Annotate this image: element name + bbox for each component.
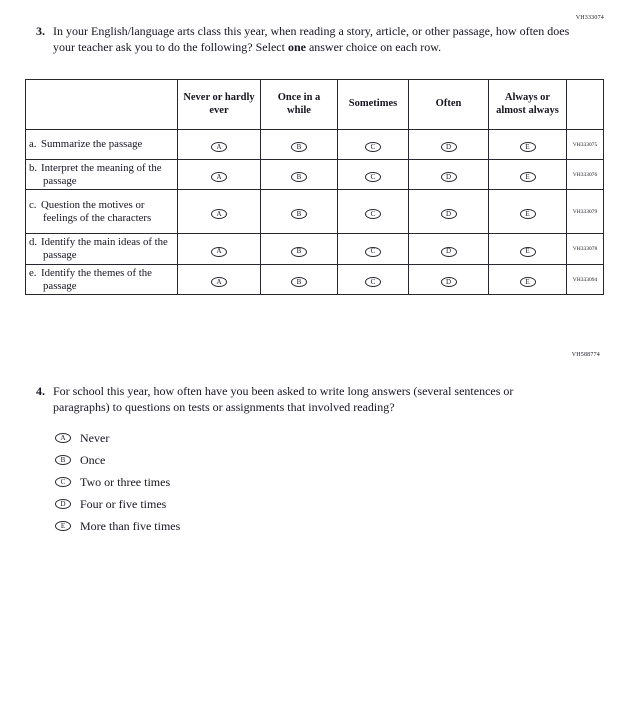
list-item: [55, 498, 180, 510]
answer-bubble[interactable]: C: [365, 172, 381, 182]
list-item: [55, 432, 180, 444]
answer-bubble[interactable]: B: [291, 142, 307, 152]
list-item: [55, 454, 180, 466]
row-code: VH333078: [567, 234, 604, 264]
q3-header-code-empty: [567, 80, 604, 130]
answer-bubble[interactable]: C: [365, 247, 381, 257]
q3-row-label: b. Interpret the meaning of the passage: [26, 160, 178, 190]
answer-bubble[interactable]: D: [441, 277, 457, 287]
question-3-text: [53, 24, 576, 56]
answer-bubble[interactable]: A: [211, 247, 227, 257]
question-4-text: For school this year, how often have you been asked to write long answers (several sentences or paragraphs) to questions on tests or assignments that involved reading?: [53, 384, 514, 414]
q3-row-label: d. Identify the main ideas of the passage: [26, 234, 178, 264]
answer-bubble[interactable]: C: [55, 477, 71, 487]
option-label: More than five times: [80, 518, 181, 533]
question-3: [36, 24, 576, 56]
answer-bubble[interactable]: D: [441, 172, 457, 182]
question-3-bold-word: one: [287, 39, 306, 54]
answer-bubble[interactable]: C: [365, 142, 381, 152]
answer-bubble[interactable]: C: [365, 277, 381, 287]
q3-column-header: Sometimes: [338, 80, 409, 130]
answer-bubble[interactable]: E: [520, 172, 536, 182]
q3-column-header: Always or almost always: [489, 80, 567, 130]
row-code: VH333079: [567, 190, 604, 234]
answer-bubble[interactable]: B: [291, 277, 307, 287]
question-4-number: 4.: [36, 384, 45, 398]
table-row: [26, 234, 604, 264]
answer-bubble[interactable]: A: [211, 172, 227, 182]
table-row: [26, 190, 604, 234]
form-code-top: VH333074: [575, 15, 604, 21]
table-row: [26, 130, 604, 160]
answer-bubble[interactable]: D: [441, 247, 457, 257]
answer-bubble[interactable]: A: [211, 277, 227, 287]
q3-column-header: Often: [409, 80, 489, 130]
answer-bubble[interactable]: E: [520, 247, 536, 257]
answer-bubble[interactable]: B: [291, 247, 307, 257]
answer-bubble[interactable]: E: [55, 521, 71, 531]
answer-bubble[interactable]: B: [55, 455, 71, 465]
row-code: VH333075: [567, 130, 604, 160]
q3-row-label: c. Question the motives or feelings of the characters: [26, 190, 178, 234]
list-item: [55, 476, 180, 488]
q3-answer-table: [25, 79, 604, 295]
answer-bubble[interactable]: B: [291, 172, 307, 182]
question-4-options: [55, 432, 180, 542]
answer-bubble[interactable]: E: [520, 277, 536, 287]
answer-bubble[interactable]: B: [291, 209, 307, 219]
answer-bubble[interactable]: A: [55, 433, 71, 443]
row-code: VH333076: [567, 160, 604, 190]
q3-row-label: e. Identify the themes of the passage: [26, 264, 178, 294]
answer-bubble[interactable]: A: [211, 209, 227, 219]
table-row: [26, 160, 604, 190]
question-3-text-part1: In your English/language arts class this year, when reading a story, article, or other passage, how often does your teacher ask you to do the following? Select: [53, 24, 570, 54]
q3-header-empty: [26, 80, 178, 130]
answer-bubble[interactable]: A: [211, 142, 227, 152]
answer-bubble[interactable]: D: [441, 142, 457, 152]
question-3-number: 3.: [36, 24, 45, 38]
list-item: [55, 520, 180, 532]
table-row: [26, 264, 604, 294]
q3-column-header: Never or hardly ever: [178, 80, 261, 130]
question-3-text-part2: answer choice on each row.: [305, 39, 442, 54]
option-label: Four or five times: [80, 496, 167, 511]
answer-bubble[interactable]: C: [365, 209, 381, 219]
answer-bubble[interactable]: D: [55, 499, 71, 509]
option-label: Never: [80, 430, 110, 445]
answer-bubble[interactable]: D: [441, 209, 457, 219]
option-label: Two or three times: [80, 474, 171, 489]
form-code-mid: VH588774: [571, 352, 600, 358]
answer-bubble[interactable]: E: [520, 209, 536, 219]
question-4: [36, 384, 566, 416]
q3-row-label: a. Summarize the passage: [26, 130, 178, 160]
q3-column-header: Once in a while: [261, 80, 338, 130]
answer-bubble[interactable]: E: [520, 142, 536, 152]
q3-header-row: [26, 80, 604, 130]
row-code: VH333094: [567, 264, 604, 294]
option-label: Once: [80, 452, 106, 467]
